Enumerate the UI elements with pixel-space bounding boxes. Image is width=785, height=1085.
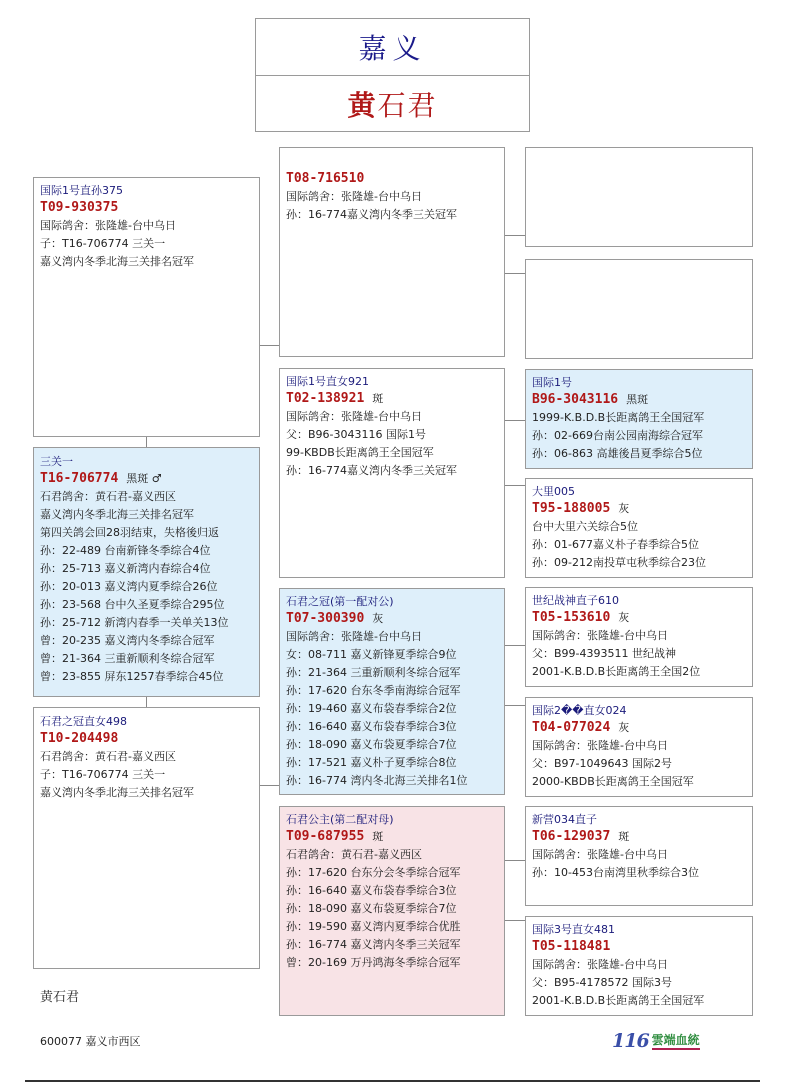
ancestor-card-empty[interactable] — [525, 147, 753, 247]
card-line: 孙：21-364 三重新顺利冬综合冠军 — [286, 666, 461, 679]
card-line: 99-KBDB长距离鸽王全国冠军 — [286, 446, 434, 459]
owner-rest: 石君 — [377, 89, 438, 122]
card-title: 石君之冠直女498 — [40, 715, 127, 728]
card-line: 台中大里六关综合5位 — [532, 520, 638, 533]
card-line: 女：08-711 嘉义新锋夏季综合9位 — [286, 648, 457, 661]
ancestor-card[interactable] — [525, 916, 753, 1016]
logo-text: 雲端血統 — [652, 1031, 700, 1050]
ring-number — [286, 828, 498, 846]
card-line: 孙：16-774嘉义湾内冬季三关冠军 — [286, 208, 457, 221]
card-line: 孙：02-669台南公园南海综合冠军 — [532, 429, 703, 442]
ancestor-card-empty[interactable] — [525, 259, 753, 359]
ancestor-card[interactable] — [525, 369, 753, 469]
ring-number: T09-930375 — [40, 200, 119, 215]
card-line: 孙：16-774嘉义湾内冬季三关冠军 — [286, 464, 457, 477]
location-title: 嘉义 — [256, 19, 529, 76]
card-line: 石君鸽舍：黄石君-嘉义西区 — [40, 750, 176, 763]
card-title: 国际2��直女024 — [532, 704, 627, 717]
color-label: 灰 — [618, 721, 630, 734]
ring-number — [40, 470, 253, 488]
ring-text: T09-687955 — [286, 829, 365, 844]
card-line: 国际鸽舍：张隆雄-台中乌日 — [286, 190, 422, 203]
ancestor-card[interactable] — [525, 478, 753, 578]
card-title: 世纪战神直子610 — [532, 594, 619, 607]
color-label: 灰 — [618, 502, 630, 515]
card-line: 孙：19-460 嘉义布袋春季综合2位 — [286, 702, 457, 715]
connector — [505, 273, 525, 274]
ring-text: T02-138921 — [286, 391, 365, 406]
card-line: 父：B99-4393511 世纪战神 — [532, 647, 676, 660]
owner-title — [256, 76, 529, 132]
card-line: 孙：17-620 台东冬季南海综合冠军 — [286, 684, 461, 697]
card-line: 孙：16-640 嘉义布袋春季综合3位 — [286, 720, 457, 733]
ring-number: T05-118481 — [532, 939, 611, 954]
color-label: 斑 — [618, 830, 630, 843]
ring-text: T04-077024 — [532, 720, 611, 735]
ring-text: B96-3043116 — [532, 392, 619, 407]
card-line: 国际鸽舍：张隆雄-台中乌日 — [532, 629, 668, 642]
card-line: 孙：16-640 嘉义布袋春季综合3位 — [286, 884, 457, 897]
card-title: 石君公主(第二配对母) — [286, 813, 394, 826]
granddam-maternal-card[interactable] — [279, 806, 505, 1016]
card-line: 2001-K.B.D.B长距离鸽王全国冠军 — [532, 994, 705, 1007]
card-line: 1999-K.B.D.B长距离鸽王全国冠军 — [532, 411, 705, 424]
connector — [260, 785, 279, 786]
connector — [505, 235, 525, 236]
card-line: 国际鸽舍：张隆雄-台中乌日 — [286, 630, 422, 643]
color-label: 灰 — [618, 611, 630, 624]
ring-number — [532, 609, 746, 627]
card-line: 国际鸽舍：张隆雄-台中乌日 — [532, 958, 668, 971]
card-line: 国际鸽舍：张隆雄-台中乌日 — [286, 410, 422, 423]
connector — [505, 920, 525, 921]
card-line: 父：B97-1049643 国际2号 — [532, 757, 672, 770]
connector — [505, 860, 525, 861]
card-line: 嘉义湾内冬季北海三关排名冠军 — [40, 508, 194, 521]
color-label: 斑 — [372, 392, 384, 405]
color-label: 黑斑 ♂ — [126, 472, 162, 485]
card-line: 石君鸽舍：黄石君-嘉义西区 — [286, 848, 422, 861]
bottom-divider — [25, 1080, 760, 1082]
card-line: 曾：21-364 三重新顺利冬综合冠军 — [40, 652, 215, 665]
connector — [505, 645, 525, 646]
card-line: 孙：19-590 嘉义湾内夏季综合优胜 — [286, 920, 461, 933]
ring-text: T07-300390 — [286, 611, 365, 626]
footer-address: 600077 嘉义市西区 — [40, 1035, 141, 1048]
card-title: 国际1号 — [532, 376, 572, 389]
card-line: 2001-K.B.D.B长距离鸽王全国2位 — [532, 665, 701, 678]
logo-number: 116 — [612, 1030, 649, 1052]
card-line: 国际鸽舍：张隆雄-台中乌日 — [40, 219, 176, 232]
ring-number: T08-716510 — [286, 171, 365, 186]
connector — [505, 420, 525, 421]
card-line: 曾：20-235 嘉义湾内冬季综合冠军 — [40, 634, 215, 647]
card-line: 子：T16-706774 三关一 — [40, 237, 166, 250]
card-line: 孙：22-489 台南新锋冬季综合4位 — [40, 544, 211, 557]
card-line: 石君鸽舍：黄石君-嘉义西区 — [40, 490, 176, 503]
card-line: 孙：23-568 台中久圣夏季综合295位 — [40, 598, 225, 611]
ring-text: T05-153610 — [532, 610, 611, 625]
card-title: 国际3号直女481 — [532, 923, 615, 936]
connector — [505, 485, 525, 486]
card-line: 父：B95-4178572 国际3号 — [532, 976, 672, 989]
pedigree-header — [255, 18, 530, 132]
card-line: 嘉义湾内冬季北海三关排名冠军 — [40, 255, 194, 268]
ancestor-card[interactable] — [525, 587, 753, 687]
connector — [146, 697, 147, 707]
dam-card[interactable] — [33, 707, 260, 969]
card-line: 孙：17-620 台东分会冬季综合冠军 — [286, 866, 461, 879]
card-line: 孙：16-774 嘉义湾内冬季三关冠军 — [286, 938, 461, 951]
grandsire-paternal-card[interactable] — [279, 147, 505, 357]
connector — [146, 437, 147, 447]
ring-number — [532, 391, 746, 409]
card-title: 大里005 — [532, 485, 575, 498]
subject-card[interactable] — [33, 177, 260, 437]
card-line: 曾：23-855 屏东1257春季综合45位 — [40, 670, 224, 683]
card-line: 孙：25-713 嘉义新湾内春综合4位 — [40, 562, 211, 575]
owner-first-char: 黄 — [347, 89, 378, 122]
card-title: 三关一 — [40, 455, 73, 468]
card-line: 2000-KBDB长距离鸽王全国冠军 — [532, 775, 694, 788]
card-line: 第四关鸽会回28羽结束，失格後归返 — [40, 526, 219, 539]
ring-number: T10-204498 — [40, 731, 119, 746]
connector — [260, 345, 279, 346]
card-line: 孙：20-013 嘉义湾内夏季综合26位 — [40, 580, 218, 593]
card-line: 孙：09-212南投草屯秋季综合23位 — [532, 556, 706, 569]
connector — [505, 705, 525, 706]
card-title: 石君之冠(第一配对公) — [286, 595, 394, 608]
card-line: 父：B96-3043116 国际1号 — [286, 428, 426, 441]
granddam-paternal-card[interactable] — [279, 368, 505, 578]
ring-number — [286, 610, 498, 628]
card-title: 国际1号直女921 — [286, 375, 369, 388]
color-label: 黑斑 — [626, 393, 649, 406]
card-line: 孙：10-453台南湾里秋季综合3位 — [532, 866, 699, 879]
ring-text: T95-188005 — [532, 501, 611, 516]
footer-owner: 黄石君 — [40, 990, 80, 1005]
card-line: 曾：20-169 万丹鸿海冬季综合冠军 — [286, 956, 461, 969]
card-title: 国际1号直孙375 — [40, 184, 123, 197]
card-line: 国际鸽舍：张隆雄-台中乌日 — [532, 739, 668, 752]
card-line: 孙：01-677嘉义朴子春季综合5位 — [532, 538, 699, 551]
grandsire-maternal-card[interactable] — [279, 588, 505, 795]
ring-number — [286, 390, 498, 408]
ring-number — [532, 500, 746, 518]
card-line: 嘉义湾内冬季北海三关排名冠军 — [40, 786, 194, 799]
ring-text: T06-129037 — [532, 829, 611, 844]
site-logo[interactable] — [612, 1030, 700, 1052]
card-line: 孙：06-863 高雄後昌夏季综合5位 — [532, 447, 703, 460]
card-line: 国际鸽舍：张隆雄-台中乌日 — [532, 848, 668, 861]
card-line: 子：T16-706774 三关一 — [40, 768, 166, 781]
card-line: 孙：18-090 嘉义布袋夏季综合7位 — [286, 738, 457, 751]
card-title: 新营034直子 — [532, 813, 597, 826]
card-line: 孙：18-090 嘉义布袋夏季综合7位 — [286, 902, 457, 915]
color-label: 斑 — [372, 830, 384, 843]
ring-number — [532, 828, 746, 846]
color-label: 灰 — [372, 612, 384, 625]
card-line: 孙：17-521 嘉义朴子夏季综合8位 — [286, 756, 457, 769]
card-line: 孙：25-712 新湾内春季一关单关13位 — [40, 616, 229, 629]
ring-number — [532, 719, 746, 737]
ancestor-card[interactable] — [525, 806, 753, 906]
card-line: 孙：16-774 湾内冬北海三关排名1位 — [286, 774, 468, 787]
ancestor-card[interactable] — [525, 697, 753, 797]
sire-card[interactable] — [33, 447, 260, 697]
ring-text: T16-706774 — [40, 471, 119, 486]
